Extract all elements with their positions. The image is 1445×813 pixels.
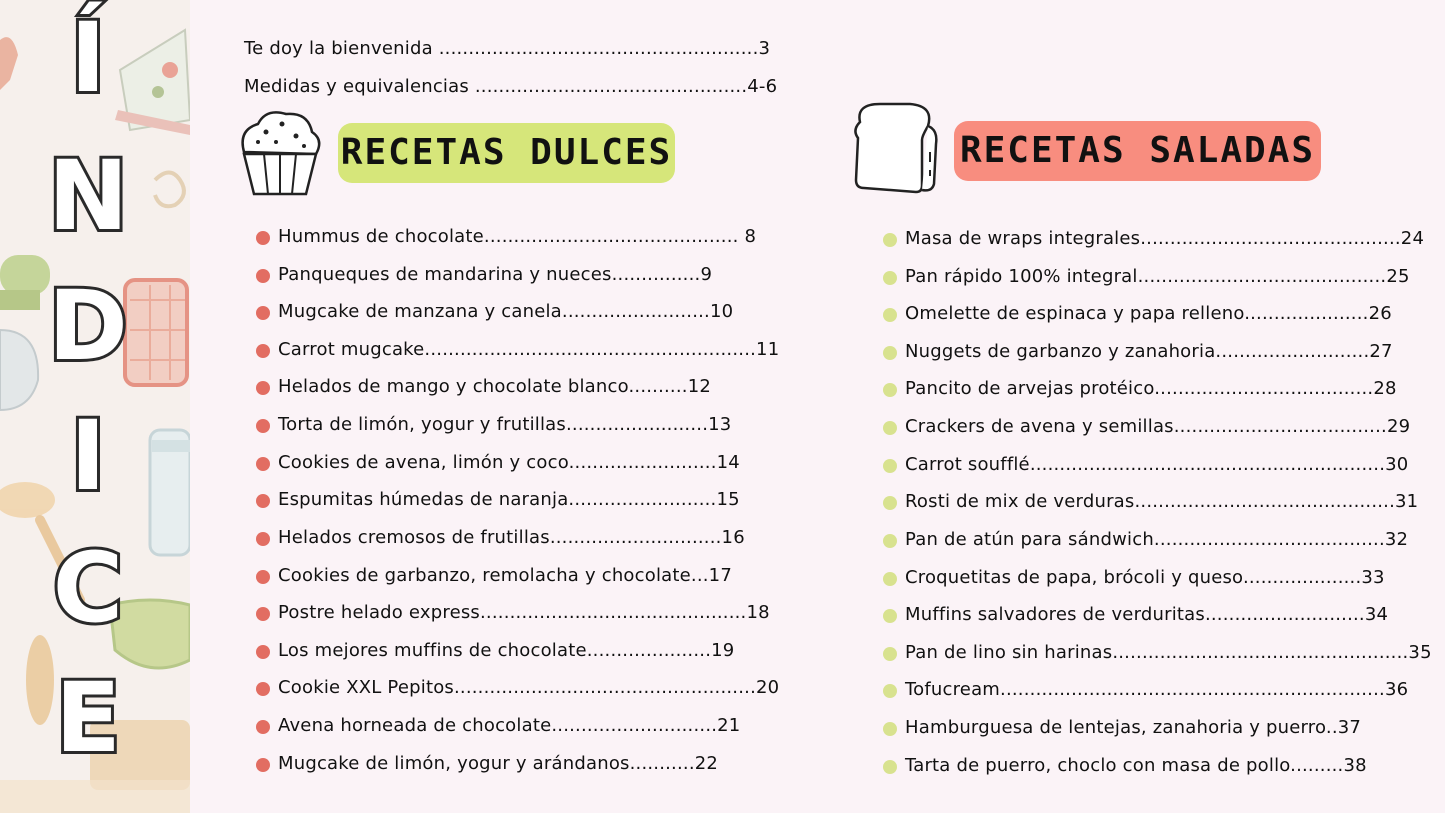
recipe-entry: Carrot soufflé............................................................30 bbox=[905, 454, 1409, 475]
list-item[interactable] bbox=[905, 604, 1388, 625]
list-item[interactable] bbox=[905, 491, 1418, 512]
recipe-entry: Nuggets de garbanzo y zanahoria..........................27 bbox=[905, 341, 1393, 362]
list-item[interactable] bbox=[278, 414, 731, 435]
bullet-dot bbox=[883, 308, 897, 322]
recipe-entry: Cookies de avena, limón y coco.........................14 bbox=[278, 452, 740, 473]
list-item[interactable] bbox=[278, 489, 740, 510]
bullet-dot bbox=[883, 722, 897, 736]
bullet-dot bbox=[256, 682, 270, 696]
bullet-dot bbox=[883, 271, 897, 285]
title-letter: N bbox=[48, 140, 129, 252]
list-item[interactable] bbox=[905, 567, 1385, 588]
recipe-entry: Rosti de mix de verduras............................................31 bbox=[905, 491, 1419, 512]
list-item[interactable] bbox=[905, 416, 1410, 437]
bullet-dot bbox=[256, 532, 270, 546]
bullet-dot bbox=[256, 607, 270, 621]
list-item[interactable] bbox=[278, 301, 733, 322]
bullet-dot bbox=[883, 346, 897, 360]
list-item[interactable] bbox=[905, 303, 1392, 324]
title-letter: E bbox=[55, 662, 121, 774]
recipe-entry: Panqueques de mandarina y nueces...............9 bbox=[278, 264, 713, 285]
list-item[interactable] bbox=[905, 228, 1424, 249]
sweet-recipes-heading: RECETAS DULCES bbox=[338, 123, 675, 183]
list-item[interactable] bbox=[905, 679, 1408, 700]
bullet-dot bbox=[256, 758, 270, 772]
bullet-dot bbox=[256, 457, 270, 471]
bullet-dot bbox=[256, 720, 270, 734]
recipe-entry: Avena horneada de chocolate............................21 bbox=[278, 715, 741, 736]
recipe-entry: Croquetitas de papa, brócoli y queso....................33 bbox=[905, 567, 1385, 588]
recipe-entry: Cookies de garbanzo, remolacha y chocolate...17 bbox=[278, 565, 732, 586]
bullet-dot bbox=[256, 494, 270, 508]
recipe-entry: Hummus de chocolate........................................... 8 bbox=[278, 226, 757, 247]
recipe-entry: Mugcake de limón, yogur y arándanos...........22 bbox=[278, 753, 719, 774]
list-item[interactable] bbox=[905, 341, 1393, 362]
list-item[interactable] bbox=[278, 640, 734, 661]
list-item[interactable] bbox=[278, 226, 756, 247]
bullet-dot bbox=[883, 684, 897, 698]
recipe-entry: Tarta de puerro, choclo con masa de pollo.........38 bbox=[905, 755, 1367, 776]
recipe-entry: Hamburguesa de lentejas, zanahoria y puerro..37 bbox=[905, 717, 1362, 738]
bullet-dot bbox=[883, 760, 897, 774]
bullet-dot bbox=[256, 306, 270, 320]
list-item[interactable] bbox=[905, 755, 1367, 776]
recipe-entry: Muffins salvadores de verduritas...........................34 bbox=[905, 604, 1389, 625]
recipe-entry: Masa de wraps integrales............................................24 bbox=[905, 228, 1425, 249]
list-item[interactable] bbox=[278, 264, 712, 285]
recipe-entry: Pan de lino sin harinas..................................................35 bbox=[905, 642, 1432, 663]
list-item[interactable] bbox=[278, 715, 740, 736]
list-item[interactable] bbox=[278, 677, 779, 698]
bullet-dot bbox=[883, 459, 897, 473]
bullet-dot bbox=[256, 269, 270, 283]
bullet-dot bbox=[883, 233, 897, 247]
bullet-dot bbox=[883, 609, 897, 623]
list-item[interactable] bbox=[905, 266, 1410, 287]
title-letter: D bbox=[48, 270, 128, 382]
index-title bbox=[48, 2, 129, 810]
list-item[interactable] bbox=[278, 602, 770, 623]
bullet-dot bbox=[883, 647, 897, 661]
recipe-entry: Pancito de arvejas protéico.....................................28 bbox=[905, 378, 1397, 399]
recipe-entry: Pan rápido 100% integral..........................................25 bbox=[905, 266, 1410, 287]
bullet-dot bbox=[256, 381, 270, 395]
recipe-entry: Postre helado express.............................................18 bbox=[278, 602, 770, 623]
toc-entry-welcome[interactable]: Te doy la bienvenida ......................................................3 bbox=[244, 38, 771, 59]
list-item[interactable] bbox=[278, 753, 718, 774]
bullet-dot bbox=[883, 534, 897, 548]
list-item[interactable] bbox=[278, 339, 779, 360]
list-item[interactable] bbox=[905, 529, 1408, 550]
list-item[interactable] bbox=[278, 565, 732, 586]
recipe-entry: Mugcake de manzana y canela.........................10 bbox=[278, 301, 734, 322]
list-item[interactable] bbox=[278, 376, 711, 397]
kitchen-illustration-panel bbox=[0, 0, 190, 813]
recipe-entry: Pan de atún para sándwich.......................................32 bbox=[905, 529, 1409, 550]
title-letter: Í bbox=[70, 2, 106, 114]
bullet-dot bbox=[256, 419, 270, 433]
bullet-dot bbox=[883, 421, 897, 435]
recipe-entry: Crackers de avena y semillas....................................29 bbox=[905, 416, 1411, 437]
list-item[interactable] bbox=[278, 452, 740, 473]
list-item[interactable] bbox=[278, 527, 745, 548]
bullet-dot bbox=[256, 570, 270, 584]
bread-slice-icon bbox=[846, 100, 940, 200]
recipe-entry: Tofucream.................................................................36 bbox=[905, 679, 1409, 700]
list-item[interactable] bbox=[905, 378, 1397, 399]
recipe-entry: Omelette de espinaca y papa relleno.....................26 bbox=[905, 303, 1392, 324]
bullet-dot bbox=[883, 572, 897, 586]
recipe-entry: Torta de limón, yogur y frutillas........................13 bbox=[278, 414, 732, 435]
recipe-entry: Helados de mango y chocolate blanco..........12 bbox=[278, 376, 711, 397]
list-item[interactable] bbox=[905, 642, 1432, 663]
list-item[interactable] bbox=[905, 454, 1408, 475]
toc-entry-measures[interactable]: Medidas y equivalencias ..............................................4-6 bbox=[244, 76, 778, 97]
bullet-dot bbox=[256, 645, 270, 659]
recipe-entry: Los mejores muffins de chocolate.....................19 bbox=[278, 640, 735, 661]
list-item[interactable] bbox=[905, 717, 1361, 738]
bullet-dot bbox=[883, 496, 897, 510]
bullet-dot bbox=[256, 344, 270, 358]
recipe-entry: Helados cremosos de frutillas.............................16 bbox=[278, 527, 745, 548]
bullet-dot bbox=[256, 231, 270, 245]
recipe-entry: Cookie XXL Pepitos...................................................20 bbox=[278, 677, 780, 698]
salty-recipes-heading: RECETAS SALADAS bbox=[954, 121, 1321, 181]
muffin-icon bbox=[236, 106, 324, 202]
title-letter: I bbox=[70, 400, 106, 512]
recipe-entry: Carrot mugcake........................................................11 bbox=[278, 339, 780, 360]
title-letter: C bbox=[52, 532, 124, 644]
recipe-entry: Espumitas húmedas de naranja.........................15 bbox=[278, 489, 740, 510]
bullet-dot bbox=[883, 383, 897, 397]
